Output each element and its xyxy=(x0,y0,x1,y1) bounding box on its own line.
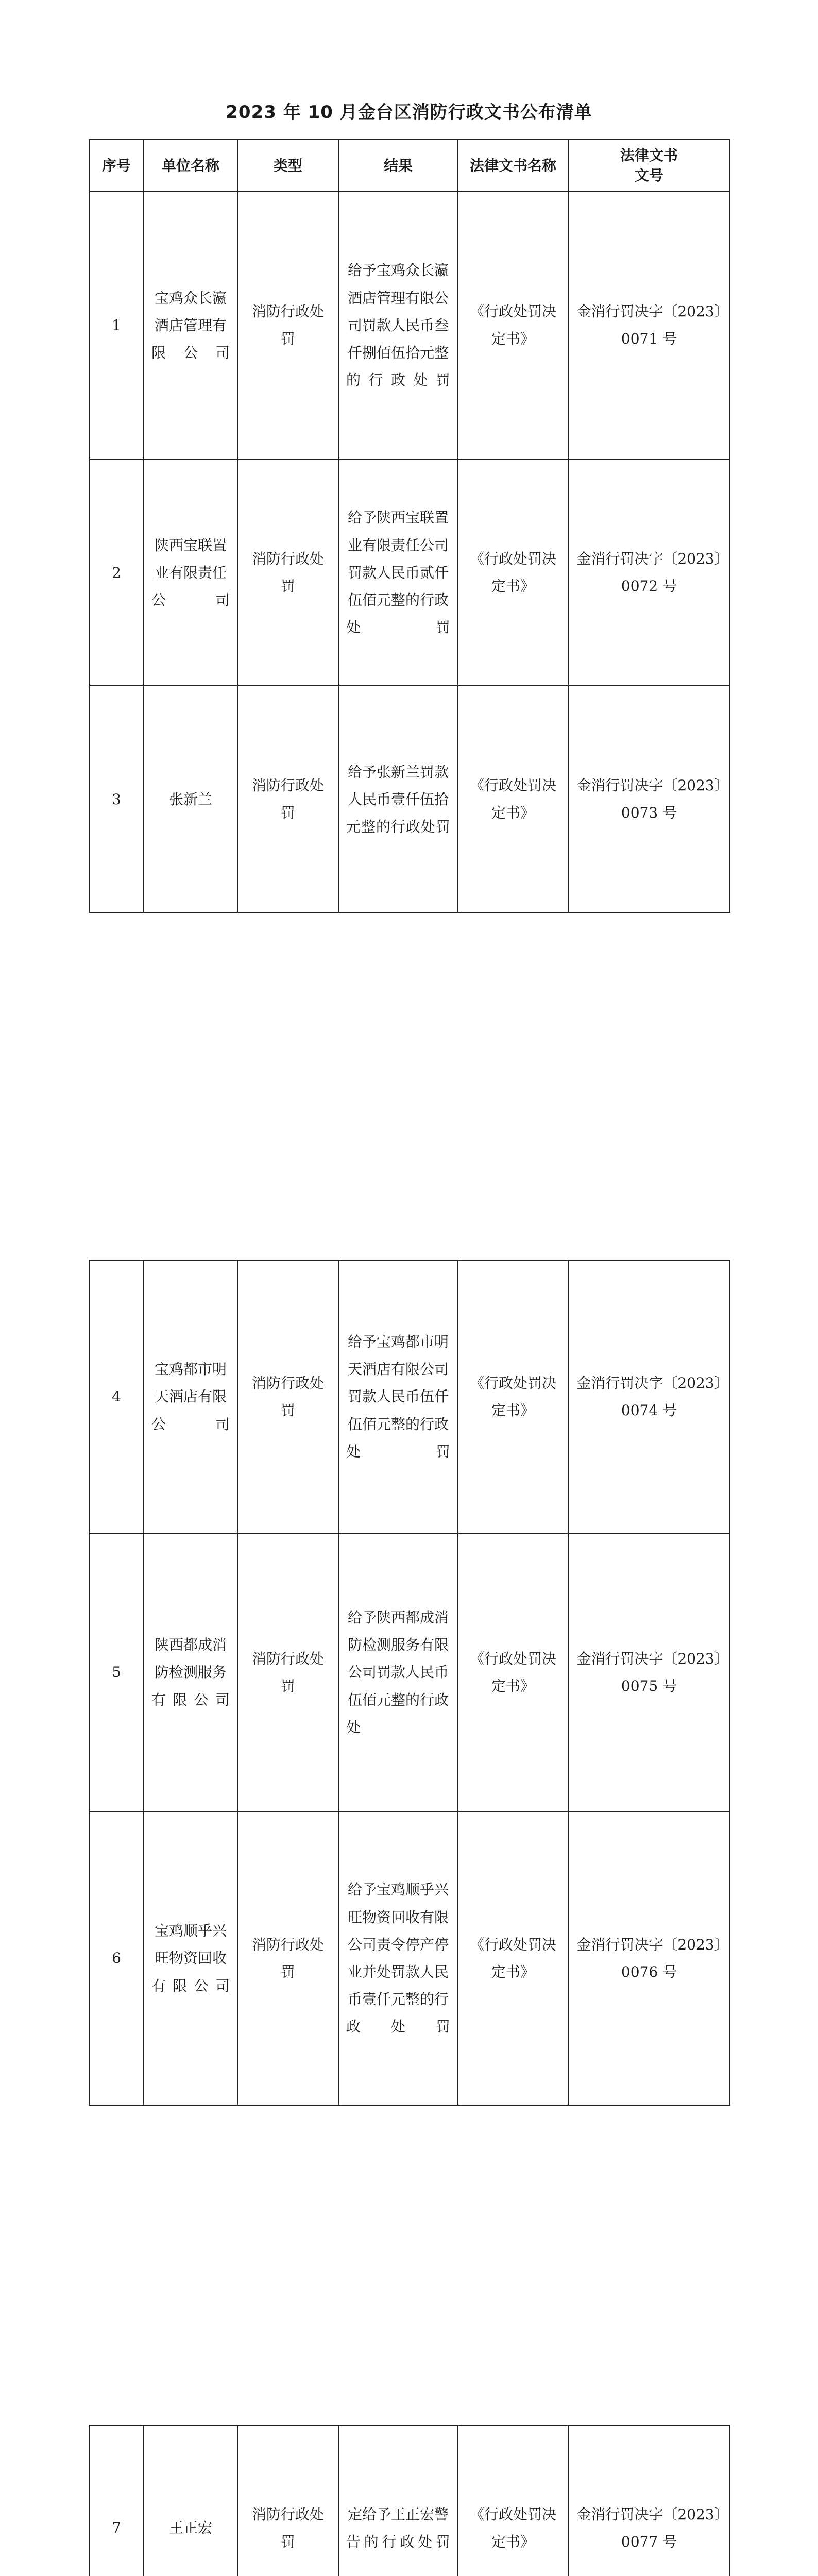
row-document-name: 《行政处罚决定书》 xyxy=(458,459,568,686)
row-result: 给予宝鸡众长瀛酒店管理有限公司罚款人民币叁仟捌佰伍拾元整的行政处罚 xyxy=(338,191,458,459)
row-index: 6 xyxy=(89,1811,144,2105)
row-unit-name: 宝鸡都市明天酒店有限公司 xyxy=(144,1260,237,1533)
row-document-number: 金消行罚决字〔2023〕0074 号 xyxy=(568,1260,730,1533)
row-index: 4 xyxy=(89,1260,144,1533)
table-row xyxy=(89,2425,730,2576)
table-row xyxy=(89,686,730,912)
row-result: 给予宝鸡顺乎兴旺物资回收有限公司责令停产停业并处罚款人民币壹仟元整的行政处罚 xyxy=(338,1811,458,2105)
row-document-number: 金消行罚决字〔2023〕0076 号 xyxy=(568,1811,730,2105)
row-type: 消防行政处罚 xyxy=(237,1260,338,1533)
notice-table-part-2 xyxy=(89,1260,730,2106)
row-type: 消防行政处罚 xyxy=(237,1533,338,1811)
row-document-number: 金消行罚决字〔2023〕0077 号 xyxy=(568,2425,730,2576)
row-document-name: 《行政处罚决定书》 xyxy=(458,686,568,912)
row-document-name: 《行政处罚决定书》 xyxy=(458,1811,568,2105)
row-type: 消防行政处罚 xyxy=(237,191,338,459)
table-header-row xyxy=(89,140,730,191)
row-index: 7 xyxy=(89,2425,144,2576)
row-unit-name: 王正宏 xyxy=(144,2425,237,2576)
row-unit-name: 宝鸡众长瀛酒店管理有限公司 xyxy=(144,191,237,459)
header-document-name: 法律文书名称 xyxy=(458,140,568,191)
header-unit-name: 单位名称 xyxy=(144,140,237,191)
row-result: 给予陕西宝联置业有限责任公司罚款人民币贰仟伍佰元整的行政处罚 xyxy=(338,459,458,686)
row-index: 1 xyxy=(89,191,144,459)
row-index: 5 xyxy=(89,1533,144,1811)
row-result: 给予宝鸡都市明天酒店有限公司罚款人民币伍仟伍佰元整的行政处罚 xyxy=(338,1260,458,1533)
table-row xyxy=(89,459,730,686)
row-document-number: 金消行罚决字〔2023〕0072 号 xyxy=(568,459,730,686)
header-index: 序号 xyxy=(89,140,144,191)
row-result: 给予陕西都成消防检测服务有限公司罚款人民币伍佰元整的行政处 xyxy=(338,1533,458,1811)
row-index: 2 xyxy=(89,459,144,686)
table-row xyxy=(89,1260,730,1533)
header-type: 类型 xyxy=(237,140,338,191)
header-result: 结果 xyxy=(338,140,458,191)
row-type: 消防行政处罚 xyxy=(237,1811,338,2105)
row-document-number: 金消行罚决字〔2023〕0075 号 xyxy=(568,1533,730,1811)
row-document-name: 《行政处罚决定书》 xyxy=(458,191,568,459)
row-result: 给予张新兰罚款人民币壹仟伍拾元整的行政处罚 xyxy=(338,686,458,912)
row-type: 消防行政处罚 xyxy=(237,459,338,686)
row-result: 定给予王正宏警告的行政处罚 xyxy=(338,2425,458,2576)
notice-table-part-3 xyxy=(89,2425,730,2576)
row-type: 消防行政处罚 xyxy=(237,2425,338,2576)
header-document-number: 法律文书 文号 xyxy=(568,140,730,191)
row-document-name: 《行政处罚决定书》 xyxy=(458,2425,568,2576)
row-index: 3 xyxy=(89,686,144,912)
row-unit-name: 宝鸡顺乎兴旺物资回收有限公司 xyxy=(144,1811,237,2105)
row-unit-name: 陕西宝联置业有限责任公司 xyxy=(144,459,237,686)
row-document-name: 《行政处罚决定书》 xyxy=(458,1533,568,1811)
table-row xyxy=(89,191,730,459)
row-document-number: 金消行罚决字〔2023〕0073 号 xyxy=(568,686,730,912)
row-type: 消防行政处罚 xyxy=(237,686,338,912)
notice-table-part-1 xyxy=(89,139,730,913)
row-unit-name: 陕西都成消防检测服务有限公司 xyxy=(144,1533,237,1811)
table-row xyxy=(89,1811,730,2105)
row-document-number: 金消行罚决字〔2023〕0071 号 xyxy=(568,191,730,459)
row-document-name: 《行政处罚决定书》 xyxy=(458,1260,568,1533)
table-row xyxy=(89,1533,730,1811)
page-title: 2023 年 10 月金台区消防行政文书公布清单 xyxy=(226,102,592,123)
row-unit-name: 张新兰 xyxy=(144,686,237,912)
